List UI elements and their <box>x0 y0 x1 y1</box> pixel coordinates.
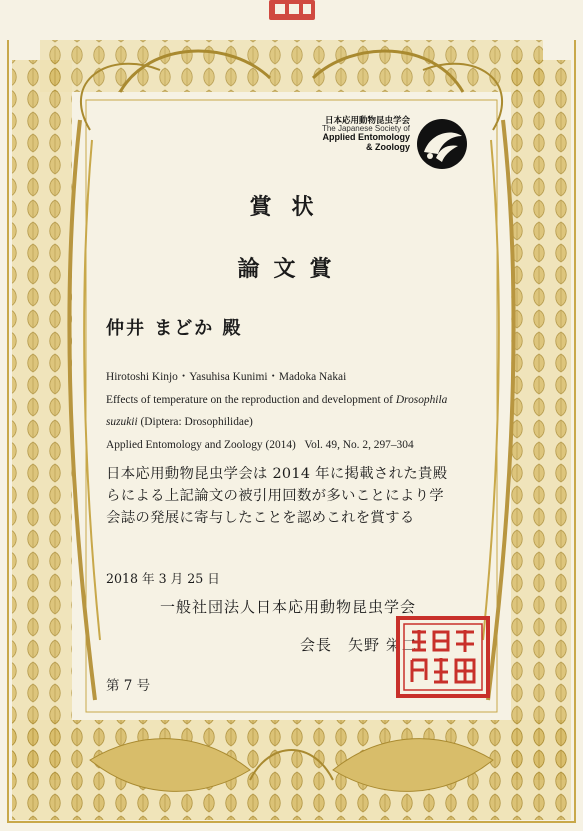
issuing-organization: 一般社団法人日本応用動物昆虫学会 <box>160 598 417 616</box>
award-date: 2018 年 3 月 25 日 <box>106 571 220 586</box>
top-seal-mark <box>267 0 317 22</box>
paper-title-line1 <box>106 389 501 412</box>
statement-line-1: 日本応用動物昆虫学会は 2014 年に掲載された貴殿 <box>106 466 448 482</box>
species-epithet: suzukii <box>106 416 138 428</box>
logo-name-en-3: & Zoology <box>366 141 410 152</box>
paper-citation: Applied Entomology and Zoology (2014) Vol. 49, No. 2, 297–304 <box>106 438 414 451</box>
certificate-title: 賞状 <box>249 194 334 220</box>
paper-title-line2 <box>106 411 501 434</box>
logo-name-en-1: The Japanese Society of <box>321 123 410 133</box>
society-logo-text <box>322 116 410 152</box>
taxon-note: (Diptera: Drosophilidae) <box>137 416 253 428</box>
certificate-number: 第 7 号 <box>106 678 151 694</box>
paper-authors: Hirotoshi Kinjo・Yasuhisa Kunimi・Madoka Nakai <box>106 371 347 383</box>
recipient-name: 仲井 まどか 殿 <box>106 318 243 339</box>
paper-reference <box>106 366 501 456</box>
award-name: 論文賞 <box>237 256 346 282</box>
statement-line-2: らによる上記論文の被引用回数が多いことにより学 <box>106 488 444 504</box>
society-logo <box>300 116 470 176</box>
award-statement <box>106 463 496 529</box>
society-emblem-icon <box>416 118 468 170</box>
logo-name-jp: 日本応用動物昆虫学会 <box>324 115 410 125</box>
official-seal <box>396 616 490 698</box>
logo-name-en-2: Applied Entomology <box>322 132 410 143</box>
species-genus: Drosophila <box>395 393 448 406</box>
paper-title-prefix: Effects of temperature on the reproduction and development of <box>106 393 396 406</box>
statement-line-3: 会誌の発展に寄与したことを認めこれを賞する <box>106 510 415 526</box>
president-signature: 会長 矢野 栄二 <box>300 636 418 654</box>
